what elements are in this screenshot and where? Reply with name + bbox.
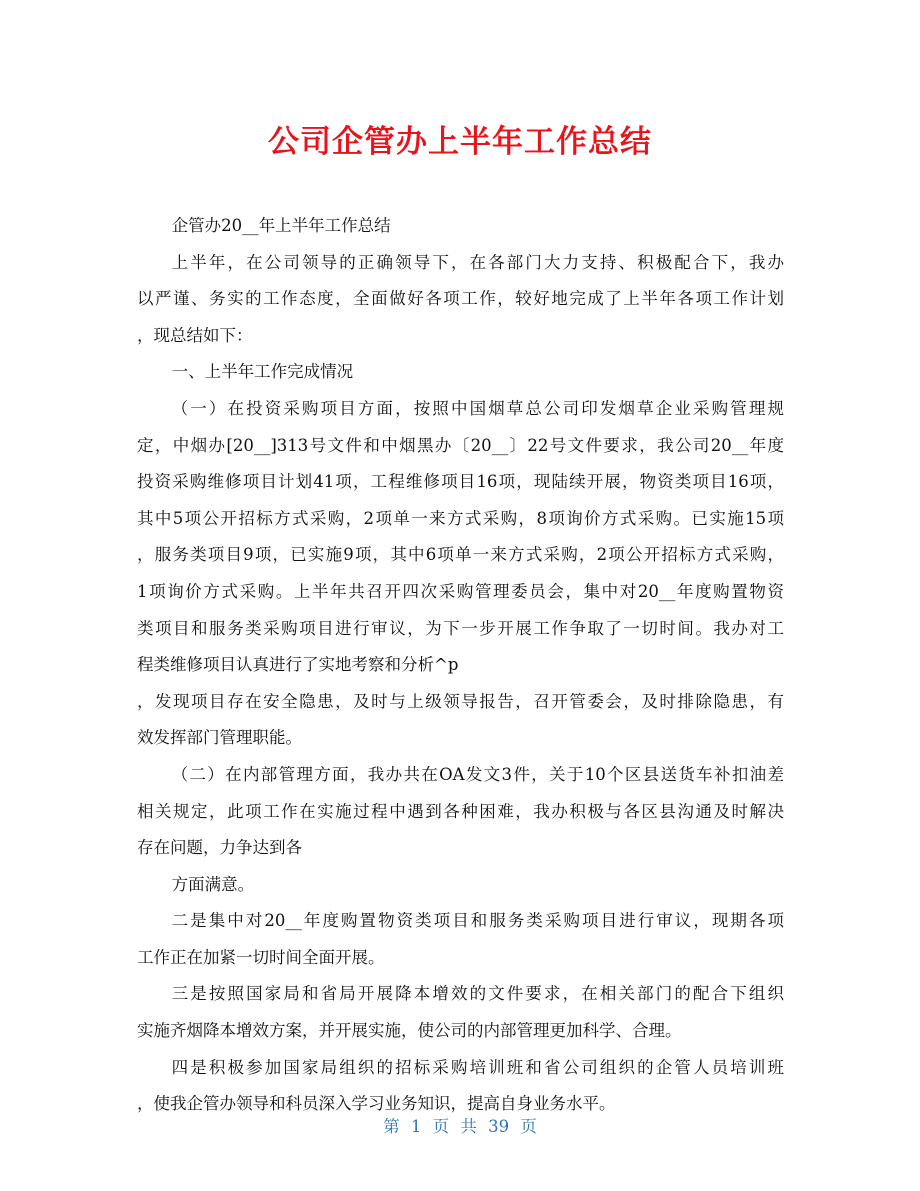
text-line: 上半年，在公司领导的正确领导下，在各部门大力支持、积极配合下，我办 bbox=[171, 252, 784, 272]
text-line: 二是集中对20__年度购置物资类项目和服务类采购项目进行审议，现期各项 bbox=[171, 911, 784, 931]
text-line: 1项询价方式采购。上半年共召开四次采购管理委员会，集中对20__年度购置物资 bbox=[137, 581, 784, 601]
text-line: 企管办20__年上半年工作总结 bbox=[171, 216, 391, 235]
text-line: （一）在投资采购项目方面，按照中国烟草总公司印发烟草企业采购管理规 bbox=[171, 398, 784, 418]
text-line: 类项目和服务类采购项目进行审议，为下一步开展工作争取了一切时间。我办对工 bbox=[137, 618, 784, 638]
document-body bbox=[137, 208, 784, 1123]
text-line: 工作正在加紧一切时间全面开展。 bbox=[137, 947, 385, 967]
text-line: 效发挥部门管理职能。 bbox=[137, 728, 302, 748]
text-line: ，发现项目存在安全隐患，及时与上级领导报告，召开管委会，及时排除隐患，有 bbox=[137, 691, 784, 711]
text-line: 程类维修项目认真进行了实地考察和分析^p bbox=[137, 655, 459, 675]
text-line: ，服务类项目9项，已实施9项，其中6项单一来方式采购，2项公开招标方式采购， bbox=[137, 545, 784, 565]
document-title: 公司企管办上半年工作总结 bbox=[268, 124, 652, 160]
text-line: 一、上半年工作完成情况 bbox=[171, 362, 354, 382]
text-line: ，使我企管办领导和科员深入学习业务知识，提高自身业务水平。 bbox=[137, 1094, 616, 1114]
text-line: 四是积极参加国家局组织的招标采购培训班和省公司组织的企管人员培训班 bbox=[171, 1057, 784, 1077]
page-number-footer: 第 1 页 共 39 页 bbox=[383, 1117, 537, 1136]
text-line: 实施齐烟降本增效方案，并开展实施，使公司的内部管理更加科学、合理。 bbox=[137, 1021, 682, 1041]
text-line: 三是按照国家局和省局开展降本增效的文件要求，在相关部门的配合下组织 bbox=[171, 984, 784, 1004]
text-line: 定，中烟办[20__]313号文件和中烟黑办〔20__〕22号文件要求，我公司20__年度 bbox=[137, 435, 784, 455]
text-line: 方面满意。 bbox=[171, 874, 255, 894]
text-line: 以严谨、务实的工作态度，全面做好各项工作，较好地完成了上半年各项工作计划 bbox=[137, 289, 784, 309]
text-line: 其中5项公开招标方式采购，2项单一来方式采购，8项询价方式采购。已实施15项 bbox=[137, 508, 784, 528]
text-line: 相关规定，此项工作在实施过程中遇到各种困难，我办积极与各区县沟通及时解决 bbox=[137, 801, 784, 821]
text-line: （二）在内部管理方面，我办共在OA发文3件，关于10个区县送货车补扣油差 bbox=[171, 764, 784, 784]
text-line: 投资采购维修项目计划41项，工程维修项目16项，现陆续开展，物资类项目16项， bbox=[137, 472, 784, 492]
text-line: 存在问题，力争达到各 bbox=[137, 838, 302, 858]
text-line: ，现总结如下： bbox=[137, 325, 253, 345]
